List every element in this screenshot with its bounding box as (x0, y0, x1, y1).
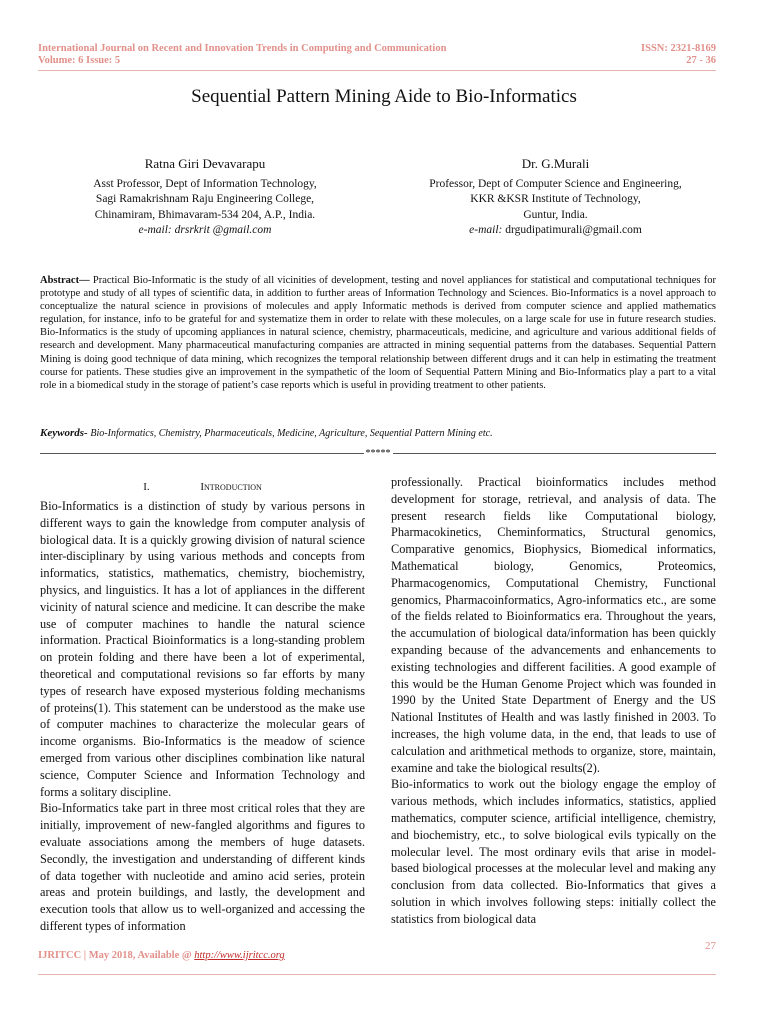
body-column-right (391, 474, 716, 928)
body-column-left (40, 480, 365, 935)
divider-stars: ***** (365, 448, 391, 459)
section-number: I. (143, 481, 150, 493)
paragraph: Bio-Informatics take part in three most critical roles that they are initially, improvement of new-fangled algorithms and figures to evaluate associations among the members of huge datasets. Secondly, the investigation and understanding of different kinds of data together with nucleotide and amino acid series, protein areas and protein buildings, and lastly, the development and execution tools that allow us to well-organized and accessing the different types of information (40, 801, 365, 933)
author-affiliation-line: Asst Professor, Dept of Information Technology, (93, 177, 317, 190)
issn-header (641, 43, 716, 67)
footer-rule (38, 974, 716, 975)
keywords-text: Bio-Informatics, Chemistry, Pharmaceuticals, Medicine, Agriculture, Sequential Pattern Mining etc. (90, 428, 493, 439)
author-name: Ratna Giri Devavarapu (144, 156, 266, 171)
paragraph: Bio-Informatics is a distinction of study by various persons in different ways to gain the knowledge from computer analysis of biological data. It is a quickly growing division of natural science inter-disciplinary by using various methods and concepts from informatics, statistics, mathematics, chemistry, biochemistry, physics, and linguistics. It has a lot of appliances in the different vicinity of natural science and medicine. It can describe the make use of computer machines to handle the natural science information. Practical Bioinformatics is a long-standing problem on protein folding and there have been a lot of experimental, theoretical and computational revisions so far efforts by many types of research have exposed mysterious folding mechanisms of proteins(1). This statement can be understood as the make use of computer machines to characterize the molecular gears of income organisms. Bio-Informatics is the meadow of science emerged from various other disciplines combination like natural science, Computer Science and Information Technology and forms a solitary discipline. (40, 499, 365, 799)
paragraph: professionally. Practical bioinformatics includes method development for storage, retrieval, and analysis of data. The present research fields like Computational biology, Pharmacokinetics, Cheminformatics, Structural genomics, Comparative genomics, Biophysics, Biomedical informatics, Mathematical biology, Genomics, Proteomics, Pharmacogenomics, Computational Chemistry, Functional genomics, Pharmacoinformatics, Agro-informatics etc., are some of the fields related to Bioinformatics era. Throughout the years, the accumulation of biological data/information has been quickly expanding because of the advancements and enhancements to existing technologies and different facilities. A good example of this would be the Human Genome Project which was founded in 1990 by the United State Department of Energy and the US National Institutes of Health and was lastly finished in 2003. To increases, the high volume data, in the end, that leads to use of calculation and arithmetical methods to organize, store, maintain, examine and take the biological results(2). (391, 475, 716, 775)
email-label: e-mail: (469, 224, 503, 236)
author-email[interactable]: drsrkrit @gmail.com (174, 224, 272, 236)
journal-header (38, 43, 446, 67)
author-email-line (378, 223, 733, 239)
page-footer (38, 950, 285, 961)
author-affiliation-line: Chinamiram, Bhimavaram-534 204, A.P., India. (94, 208, 316, 221)
page-range: 27 - 36 (686, 55, 716, 66)
author-affiliation-line: KKR &KSR Institute of Technology, (470, 193, 641, 205)
issn: ISSN: 2321-8169 (641, 43, 716, 54)
journal-name: International Journal on Recent and Innovation Trends in Computing and Communication (38, 43, 447, 54)
abstract-text: Practical Bio-Informatic is the study of all vicinities of development, testing and novel appliances for statistical and computational techniques for prototype and study of all types of scientific data, in addition to further areas of Information Technology and Sciences. Bio-Informatics is a novel approach to conceptualize the natural science in provisions of molecules and apply Informatic methods is derived from computer science and applied mathematics regulation, for instance, info to be grateful for and systematize them in order to relate with these molecules, on a large scale for use in future research studies. Bio-Informatics is the study of upcoming appliances in natural science, chemistry, pharmaceuticals, medicine, and agriculture and various additional fields of research and development. Many pharmaceutical manufacturing companies are attracted in mining sequential patterns from the databases. Sequential Pattern Mining is doing good technique of data mining, which recognizes the temporal relationship between different drugs and it can help in estimating the treatment course for patients. These studies give an improvement in the sympathetic of the loom of Sequential Pattern Mining and Bio-Informatics play a part to a vital role in a biomedical study in the storage of patient’s case reports which is useful in providing treatment to other patients. (40, 275, 716, 391)
section-title: Introduction (200, 481, 262, 493)
email-label: e-mail: (138, 224, 172, 236)
author-email[interactable]: drgudipatimurali@gmail.com (505, 224, 642, 236)
paragraph: Bio-informatics to work out the biology engage the employ of various methods, which includes informatics, statistics, applied mathematics, computer science, artificial intelligence, chemistry, and biochemistry, etc., to solve biological evils typically on the molecular level. The most ordinary evils that arise in model-based biological processes at the molecular level and making any conclusion from data collected. Bio-Informatics that gives a solution in which involves following steps: initially collect the statistics from biological data (391, 777, 716, 926)
divider-line (393, 453, 717, 454)
author-block-2 (378, 156, 733, 239)
author-affiliation-line: Guntur, India. (523, 208, 588, 221)
header-rule (38, 70, 716, 71)
paper-title: Sequential Pattern Mining Aide to Bio-Informatics (191, 86, 577, 107)
divider-line (40, 453, 364, 454)
footer-text: IJRITCC | May 2018, Available @ (38, 950, 192, 961)
section-divider (40, 448, 716, 459)
keywords-label: Keywords- (40, 427, 88, 439)
journal-link[interactable]: http://www.ijritcc.org (194, 950, 285, 961)
abstract-label: Abstract— (40, 275, 90, 286)
keywords (40, 427, 716, 439)
page-number: 27 (705, 940, 716, 952)
journal-volume: Volume: 6 Issue: 5 (38, 55, 121, 66)
author-block-1 (40, 156, 370, 239)
author-affiliation-line: Professor, Dept of Computer Science and Engineering, (429, 177, 682, 190)
section-heading (40, 480, 365, 494)
author-email-line (40, 223, 370, 239)
author-name: Dr. G.Murali (521, 156, 590, 171)
abstract (40, 274, 716, 392)
author-affiliation-line: Sagi Ramakrishnam Raju Engineering College, (95, 193, 315, 205)
